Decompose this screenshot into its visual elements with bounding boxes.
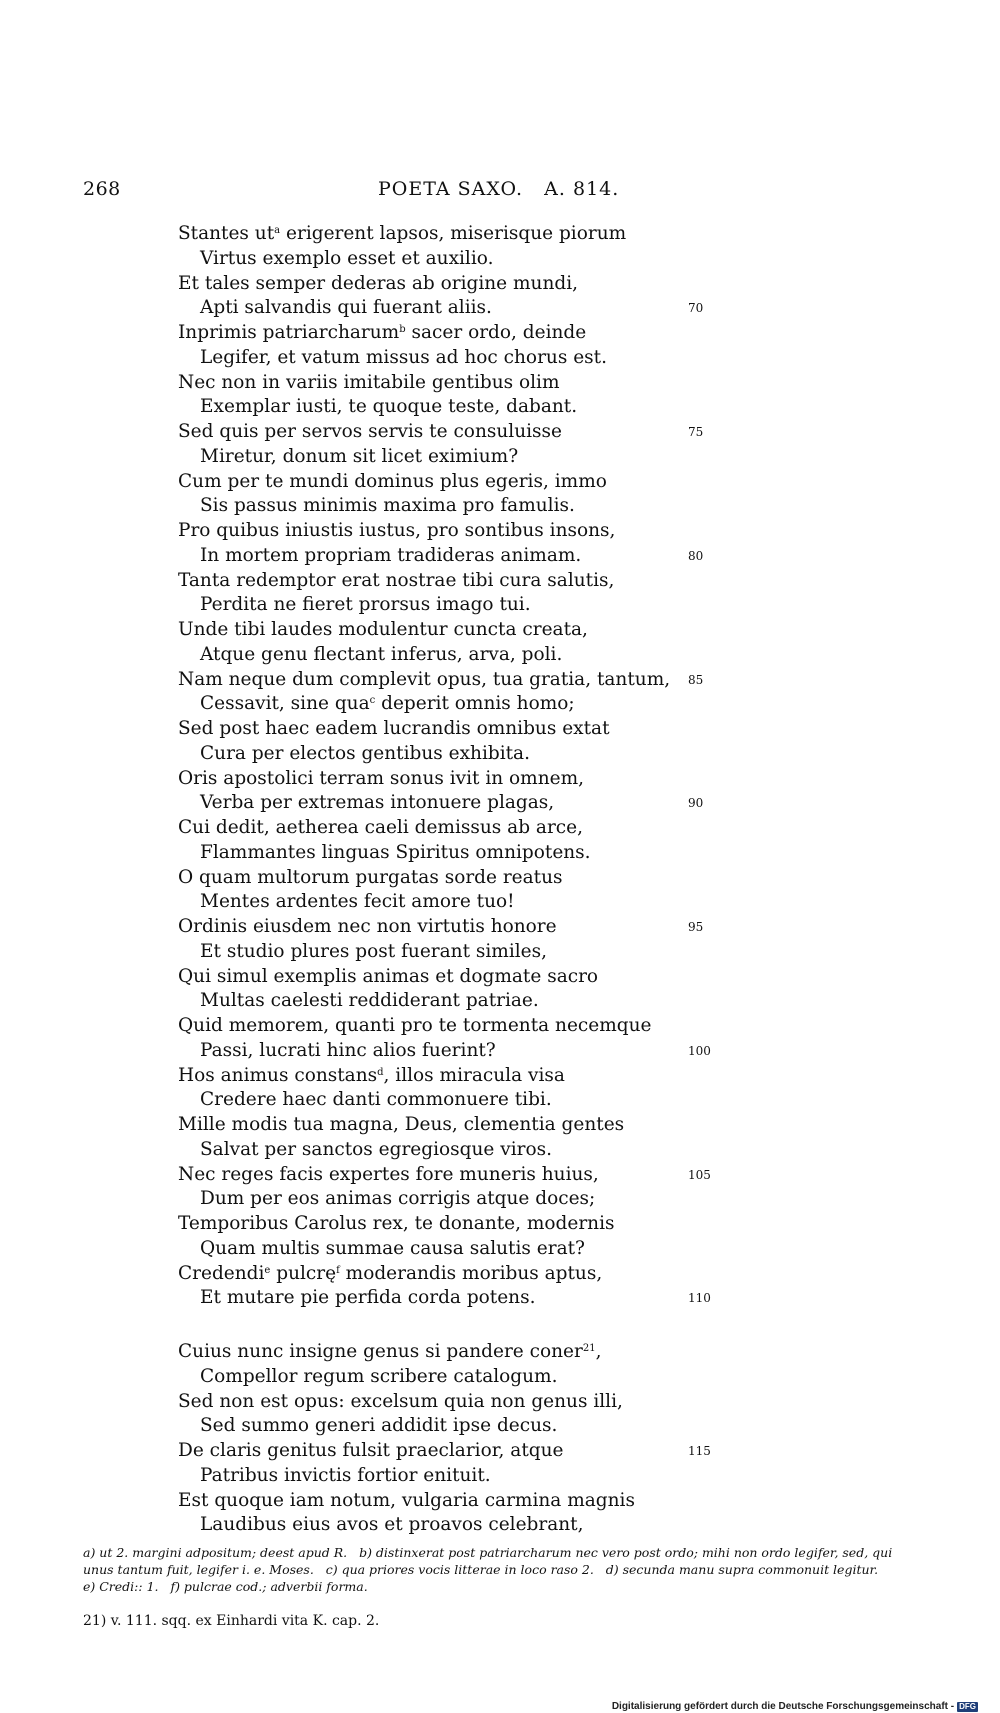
- verse-line: [178, 965, 698, 990]
- verse-line: [178, 346, 698, 371]
- verse-text: Laudibus eius avos et proavos celebrant,: [200, 1514, 584, 1536]
- source-note: 21) v. 111. sqq. ex Einhardi vita K. cap. 2.: [83, 1613, 380, 1629]
- verse-line: [178, 668, 704, 693]
- verse-line: [178, 1513, 698, 1538]
- footnote-f: f) pulcrae cod.; adverbii forma.: [170, 1579, 368, 1594]
- verse-text: Cui dedit, aetherea caeli demissus ab arce,: [178, 817, 583, 838]
- verse-text: Nec reges facis expertes fore muneris huius,: [178, 1163, 599, 1185]
- dfg-logo: DFG: [959, 1702, 976, 1711]
- footnote-e: e) Credi:: 1.: [83, 1579, 159, 1594]
- verse-line: [178, 1039, 711, 1064]
- verse-line: [178, 1464, 698, 1489]
- verse-line: [178, 618, 698, 643]
- verse-line: [178, 247, 698, 272]
- verse-text: Compellor regum scribere catalogum.: [200, 1365, 558, 1387]
- verse-text: Perdita ne fieret prorsus imago tui.: [200, 594, 531, 616]
- footnote-a: a) ut 2. margini adpositum; deest apud R.: [83, 1545, 348, 1560]
- verse-text: Inprimis patriarcharum: [178, 322, 400, 343]
- line-number: 100: [688, 1043, 711, 1058]
- verse-line: [178, 593, 698, 618]
- verse-line: [178, 296, 704, 321]
- footnote-marker: d: [377, 1066, 384, 1078]
- verse-line: [178, 1014, 698, 1039]
- verse-text: Pro quibus iniustis iustus, pro sontibus insons,: [178, 520, 616, 541]
- verse-text: Et mutare pie perfida corda potens.: [200, 1287, 536, 1309]
- line-number: 90: [688, 796, 704, 811]
- verse-text: De claris genitus fulsit praeclarior, atque: [178, 1440, 564, 1461]
- verse-line: [178, 222, 698, 247]
- line-number: 80: [688, 548, 704, 563]
- verse-text: Sis passus minimis maxima pro famulis.: [200, 495, 575, 517]
- line-number: 95: [688, 920, 704, 934]
- verse-line: [178, 494, 698, 519]
- critical-apparatus: [83, 1544, 898, 1595]
- verse-text: Verba per extremas intonuere plagas,: [200, 792, 555, 814]
- verse-line: [178, 272, 698, 297]
- verse-text: Exemplar iusti, te quoque teste, dabant.: [200, 396, 578, 418]
- verse-text: erigerent lapsos, miserisque piorum: [280, 223, 627, 244]
- verse-text: Ordinis eiusdem nec non virtutis honore: [178, 916, 557, 937]
- verse-text: Mille modis tua magna, Deus, clementia gentes: [178, 1114, 625, 1135]
- verse-text: Nam neque dum complevit opus, tua gratia, tantum,: [178, 668, 671, 690]
- verse-text: Apti salvandis qui fuerant aliis.: [200, 297, 492, 319]
- verse-line: [178, 742, 698, 767]
- verse-text: Qui simul exemplis animas et dogmate sacro: [178, 965, 599, 987]
- verse-line: [178, 866, 698, 891]
- verse-text: Flammantes linguas Spiritus omnipotens.: [200, 841, 591, 863]
- verse-text: moderandis moribus aptus,: [339, 1262, 603, 1284]
- verse-line: [178, 569, 698, 594]
- verse-text: Oris apostolici terram sonus ivit in omnem,: [178, 767, 585, 789]
- verse-line: [178, 321, 698, 346]
- verse-line: [178, 1088, 698, 1113]
- verse-text: In mortem propriam tradideras animam.: [200, 544, 582, 566]
- verse-text: O quam multorum purgatas sorde reatus: [178, 866, 563, 888]
- verse-line: [178, 841, 698, 866]
- credit-text: Digitalisierung gefördert durch die Deutsche Forschungsgemeinschaft -: [611, 1701, 955, 1712]
- verse-text: Legifer, et vatum missus ad hoc chorus est.: [200, 346, 607, 368]
- footnote-marker: f: [336, 1264, 340, 1276]
- running-title: POETA SAXO. A. 814.: [378, 178, 620, 200]
- verse-text: Cuius nunc insigne genus si pandere coner: [178, 1341, 583, 1362]
- verse-text: , illos miracula visa: [383, 1064, 565, 1086]
- verse-line: [178, 1286, 711, 1311]
- running-head: [83, 178, 623, 208]
- verse-line: [178, 1390, 698, 1415]
- verse-line: [178, 915, 704, 940]
- verse-text: Tanta redemptor erat nostrae tibi cura salutis,: [178, 569, 615, 591]
- verse-text: deperit omnis homo;: [375, 693, 575, 715]
- verse-text: Passi, lucrati hinc alios fuerint?: [200, 1039, 496, 1061]
- verse-line: [178, 1489, 698, 1514]
- line-number: 110: [688, 1291, 711, 1306]
- verse-text: Quam multis summae causa salutis erat?: [200, 1237, 585, 1259]
- verse-line: [178, 767, 698, 792]
- verse-text: Credere haec danti commonuere tibi.: [200, 1089, 552, 1111]
- verse-line: [178, 1113, 698, 1138]
- verse-text: Virtus exemplo esset et auxilio.: [200, 247, 494, 269]
- verse-line: [178, 445, 698, 470]
- verse-line: [178, 1163, 711, 1188]
- footnote-marker: c: [369, 695, 376, 707]
- verse-line: [178, 420, 704, 445]
- verse-line: [178, 890, 698, 915]
- verse-text: Miretur, donum sit licet eximium?: [200, 445, 519, 467]
- verse-line: [178, 643, 698, 668]
- verse-line: [178, 1439, 711, 1464]
- verse-line: [178, 1262, 698, 1287]
- verse-text: Cessavit, sine qua: [200, 693, 370, 715]
- verse-line: [178, 1212, 698, 1237]
- line-number: 85: [688, 672, 704, 687]
- verse-text: ,: [595, 1341, 602, 1362]
- verse-text: Unde tibi laudes modulentur cuncta creata,: [178, 619, 588, 640]
- verse-line: [178, 371, 698, 396]
- verse-text: Quid memorem, quanti pro te tormenta necemque: [178, 1015, 652, 1036]
- verse-line: [178, 1237, 698, 1262]
- verse-line: [178, 544, 704, 569]
- verse-line: [178, 692, 698, 717]
- line-number: 115: [688, 1444, 711, 1458]
- poem: [178, 222, 711, 1538]
- verse-text: Sed post haec eadem lucrandis omnibus extat: [178, 718, 610, 739]
- verse-line: [178, 816, 698, 841]
- verse-text: Credendi: [178, 1262, 265, 1284]
- verse-text: Sed non est opus: excelsum quia non genus illi,: [178, 1390, 623, 1412]
- verse-text: Hos animus constans: [178, 1064, 378, 1086]
- digitization-credit: [612, 1701, 978, 1713]
- footnote-marker: a: [274, 225, 281, 236]
- line-number: 75: [688, 425, 704, 439]
- verse-text: Salvat per sanctos egregiosque viros.: [200, 1138, 552, 1160]
- verse-text: Multas caelesti reddiderant patriae.: [200, 990, 539, 1012]
- verse-text: Et studio plures post fuerant similes,: [200, 940, 547, 962]
- verse-text: Dum per eos animas corrigis atque doces;: [200, 1188, 596, 1210]
- verse-text: Stantes ut: [178, 223, 275, 244]
- verse-text: pulcrę: [270, 1262, 337, 1284]
- footnote-b: b) distinxerat post patriarcharum nec vero post ordo; mihi non ordo legifer, sed, qui unus tantum fuit, legifer i. e. Moses.: [83, 1545, 893, 1577]
- verse-text: Et tales semper dederas ab origine mundi,: [178, 272, 579, 294]
- verse-line: [178, 1365, 698, 1390]
- footnote-marker: 21: [582, 1343, 596, 1354]
- verse-text: Cum per te mundi dominus plus egeris, immo: [178, 470, 607, 492]
- footnote-marker: b: [399, 324, 406, 335]
- verse-text: Patribus invictis fortior enituit.: [200, 1464, 491, 1486]
- verse-line: [178, 717, 698, 742]
- verse-line: [178, 1187, 698, 1212]
- verse-text: Temporibus Carolus rex, te donante, modernis: [178, 1213, 615, 1234]
- verse-line: [178, 470, 698, 495]
- page-number: 268: [83, 178, 121, 200]
- footnote-c: c) qua priores vocis litterae in loco raso 2.: [325, 1562, 594, 1577]
- verse-line: [178, 395, 698, 420]
- verse-line: [178, 1138, 698, 1163]
- verse-text: Sed quis per servos servis te consuluisse: [178, 421, 562, 442]
- verse-line: [178, 989, 698, 1014]
- verse-text: Nec non in variis imitabile gentibus olim: [178, 371, 560, 393]
- footnote-marker: e: [264, 1264, 271, 1276]
- verse-line: [178, 1340, 698, 1365]
- verse-line: [178, 791, 704, 816]
- verse-text: Mentes ardentes fecit amore tuo!: [200, 891, 515, 913]
- verse-text: sacer ordo, deinde: [405, 322, 587, 343]
- verse-text: Cura per electos gentibus exhibita.: [200, 742, 530, 764]
- line-number: 105: [688, 1167, 711, 1182]
- verse-text: Sed summo generi addidit ipse decus.: [200, 1415, 558, 1437]
- footnote-d: d) secunda manu supra commonuit legitur.: [605, 1562, 879, 1577]
- verse-line: [178, 1414, 698, 1439]
- verse-line: [178, 940, 698, 965]
- verse-text: Atque genu flectant inferus, arva, poli.: [200, 643, 563, 665]
- verse-text: Est quoque iam notum, vulgaria carmina magnis: [178, 1489, 635, 1511]
- verse-line: [178, 1064, 698, 1089]
- verse-line: [178, 519, 698, 544]
- line-number: 70: [688, 301, 704, 316]
